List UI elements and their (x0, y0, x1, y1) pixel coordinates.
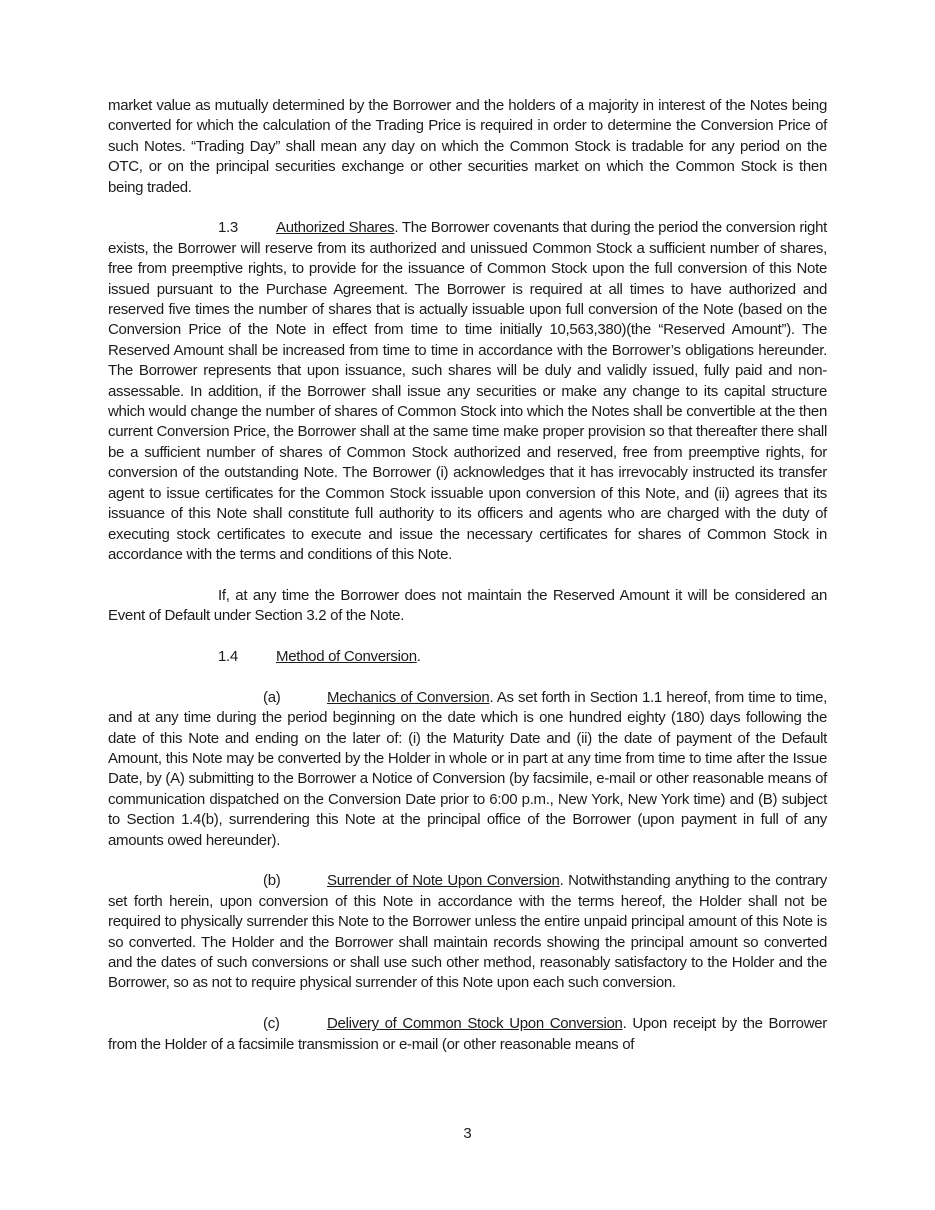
section-number: 1.4 (218, 647, 238, 665)
subsection-body: . Upon receipt by the Borrower from the Holder of a facsimile transmission or e-mail (or other reasonable means of (108, 1015, 827, 1053)
subsection-a-mechanics-of-conversion (108, 688, 827, 851)
paragraph-reserved-amount-default (108, 586, 827, 627)
paragraph-text: market value as mutually determined by the Borrower and the holders of a majority in interest of the Notes being converted for which the calculation of the Trading Price is required in order to determine the Conversion Price of such Notes. “Trading Day” shall mean any day on which the Common Stock is tradable for any period on the OTC, or on the principal securities exchange or other securities market on which the Common Stock is then being traded. (108, 97, 827, 196)
section-number: 1.3 (218, 219, 238, 237)
subsection-b-surrender-of-note (108, 871, 827, 993)
subsection-body: . As set forth in Section 1.1 hereof, from time to time, and at any time during the period beginning on the date which is one hundred eighty (180) days following the date of this Note and ending on the later of: (i) the Maturity Date and (ii) the date of payment of the Default Amount, this Note may be converted by the Holder in whole or in part at any time from time to time after the Issue Date, by (A) submitting to the Borrower a Notice of Conversion (by facsimile, e-mail or other reasonable means of communication dispatched on the Conversion Date prior to 6:00 p.m., New York, New York time) and (B) subject to Section 1.4(b), surrendering this Note at the principal office of the Borrower (upon payment in full of any amounts owed hereunder). (108, 688, 827, 849)
section-1-4-method-of-conversion (108, 647, 827, 667)
subsection-heading: Surrender of Note Upon Conversion (327, 872, 560, 890)
subsection-c-delivery-of-common-stock (108, 1014, 827, 1055)
subsection-body: . Notwithstanding anything to the contrary set forth herein, upon conversion of this Note in accordance with the terms hereof, the Holder shall not be required to physically surrender this Note to the Borrower unless the entire unpaid principal amount of this Note is so converted. The Holder and the Borrower shall maintain records showing the principal amount so converted and the dates of such conversions or shall use such other method, reasonably satisfactory to the Holder and the Borrower, so as not to require physical surrender of this Note upon each such conversion. (108, 872, 827, 992)
subsection-heading: Delivery of Common Stock Upon Conversion (327, 1015, 623, 1033)
page-body-text (108, 96, 827, 1055)
paragraph-text: If, at any time the Borrower does not maintain the Reserved Amount it will be considered an Event of Default under Section 3.2 of the Note. (108, 586, 827, 625)
section-1-3-authorized-shares (108, 218, 827, 565)
page-number: 3 (463, 1125, 472, 1142)
section-body: . The Borrower covenants that during the period the conversion right exists, the Borrower will reserve from its authorized and unissued Common Stock a sufficient number of shares, free from preemptive rights, to provide for the issuance of Common Stock upon the full conversion of this Note issued pursuant to the Purchase Agreement. The Borrower is required at all times to have authorized and reserved five times the number of shares that is actually issuable upon full conversion of the Note (based on the Conversion Price of the Note in effect from time to time initially 10,563,380)(the “Reserved Amount”). The Reserved Amount shall be increased from time to time in accordance with the Borrower’s obligations hereunder. The Borrower represents that upon issuance, such shares will be duly and validly issued, fully paid and non-assessable. In addition, if the Borrower shall issue any securities or make any change to its capital structure which would change the number of shares of Common Stock into which the Notes shall be convertible at the then current Conversion Price, the Borrower shall at the same time make proper provision so that thereafter there shall be a sufficient number of shares of Common Stock authorized and reserved, free from preemptive rights, for conversion of the outstanding Note. The Borrower (i) acknowledges that it has irrevocably instructed its transfer agent to issue certificates for the Common Stock issuable upon conversion of this Note, and (ii) agrees that its issuance of this Note shall constitute full authority to its officers and agents who are charged with the duty of executing stock certificates to execute and issue the necessary certificates for shares of Common Stock in accordance with the terms and conditions of this Note. (108, 219, 827, 563)
subsection-number: (c) (263, 1015, 280, 1033)
page-footer (0, 1124, 935, 1144)
subsection-number: (a) (263, 688, 281, 706)
subsection-number: (b) (263, 872, 281, 890)
section-body: . (416, 647, 421, 665)
section-heading: Method of Conversion (276, 647, 417, 665)
subsection-heading: Mechanics of Conversion (327, 688, 490, 706)
paragraph-continuation-trading-price (108, 96, 827, 198)
section-heading: Authorized Shares (276, 219, 395, 237)
